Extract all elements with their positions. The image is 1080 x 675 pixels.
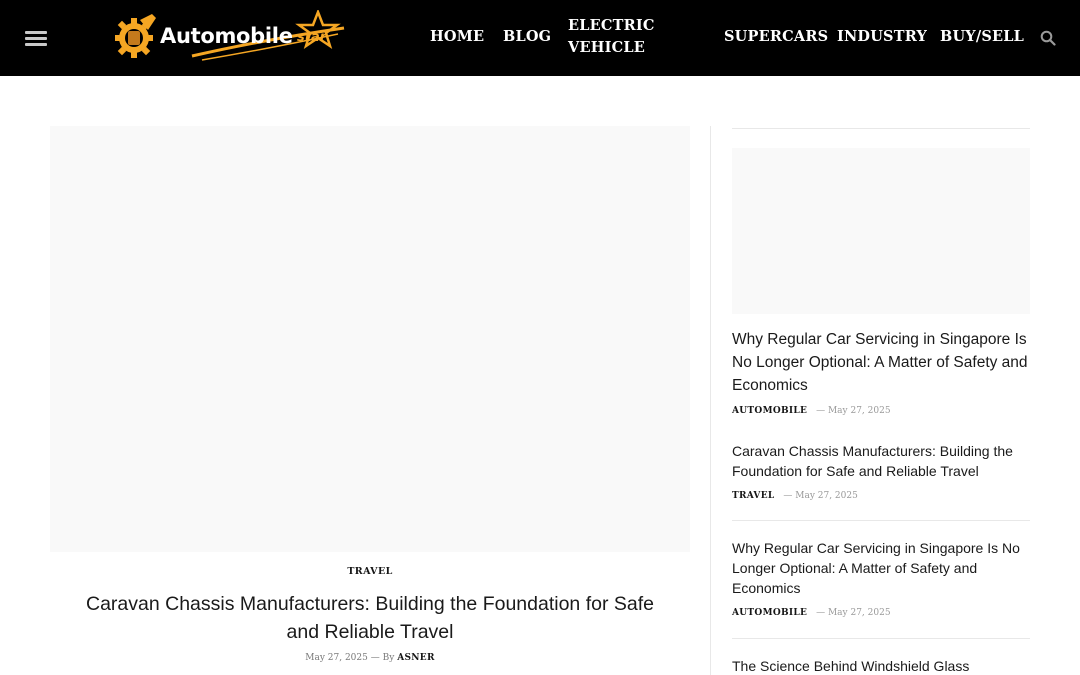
sidebar-divider	[732, 638, 1030, 639]
site-logo[interactable]	[112, 10, 352, 66]
featured-article-title[interactable]: Caravan Chassis Manufacturers: Building the Foundation for Safe and Reliable Travel	[86, 593, 654, 643]
nav-home-label: HOME	[430, 28, 485, 45]
nav-home[interactable]	[430, 26, 484, 48]
sidebar-post-title[interactable]: Why Regular Car Servicing in Singapore Is No Longer Optional: A Matter of Safety and Economics	[732, 540, 1020, 596]
featured-article-category[interactable]: TRAVEL	[347, 566, 393, 577]
sidebar-top-divider	[732, 128, 1030, 129]
nav-electric-vehicle-label-line1: ELECTRIC	[568, 17, 655, 34]
logo-wordmark: Automobile	[160, 24, 293, 48]
logo-wordmark-suffix: star	[297, 30, 327, 45]
nav-industry-label: INDUSTRY	[837, 28, 928, 45]
meta-dash: —	[816, 406, 826, 416]
nav-buy-sell-label: BUY/SELL	[940, 28, 1025, 45]
nav-blog[interactable]	[503, 26, 551, 48]
meta-dash: —	[783, 491, 793, 501]
featured-article-by: By	[382, 653, 395, 663]
meta-dash: —	[816, 608, 826, 618]
sidebar-post-title[interactable]: The Science Behind Windshield Glass	[732, 658, 970, 674]
featured-article-image[interactable]	[50, 126, 690, 552]
sidebar-post-meta	[732, 491, 1030, 501]
sidebar-post-meta	[732, 608, 1030, 618]
search-icon[interactable]	[1040, 30, 1056, 46]
sidebar-post-category[interactable]: TRAVEL	[732, 491, 775, 501]
featured-article-author[interactable]: ASNER	[397, 653, 435, 663]
nav-electric-vehicle-label-line2: VEHICLE	[568, 39, 645, 56]
sidebar-post-date: May 27, 2025	[795, 491, 858, 501]
sidebar-post-title[interactable]: Caravan Chassis Manufacturers: Building the Foundation for Safe and Reliable Travel	[732, 443, 1013, 479]
sidebar-divider	[732, 520, 1030, 521]
nav-supercars-label: SUPERCARS	[724, 28, 829, 45]
nav-buy-sell[interactable]	[940, 26, 1024, 48]
sidebar-post-date: May 27, 2025	[827, 406, 891, 416]
sidebar-post-category[interactable]: AUTOMOBILE	[732, 608, 808, 618]
sidebar-post-date: May 27, 2025	[827, 608, 891, 618]
column-divider	[710, 126, 711, 675]
nav-industry[interactable]	[837, 26, 927, 48]
nav-supercars[interactable]	[724, 26, 828, 48]
menu-hamburger-icon[interactable]	[25, 31, 47, 47]
sidebar-post-category[interactable]: AUTOMOBILE	[732, 406, 808, 416]
featured-article-date: May 27, 2025	[305, 653, 368, 663]
nav-electric-vehicle[interactable]	[568, 15, 655, 59]
top-navigation-bar	[0, 0, 1080, 76]
sidebar-post-title[interactable]: Why Regular Car Servicing in Singapore Is No Longer Optional: A Matter of Safety and Economics	[732, 331, 1028, 394]
sidebar-post-image[interactable]	[732, 148, 1030, 314]
sidebar-post-meta	[732, 406, 1030, 416]
meta-dash: —	[370, 653, 380, 663]
nav-blog-label: BLOG	[503, 28, 552, 45]
featured-article-meta	[50, 653, 690, 663]
